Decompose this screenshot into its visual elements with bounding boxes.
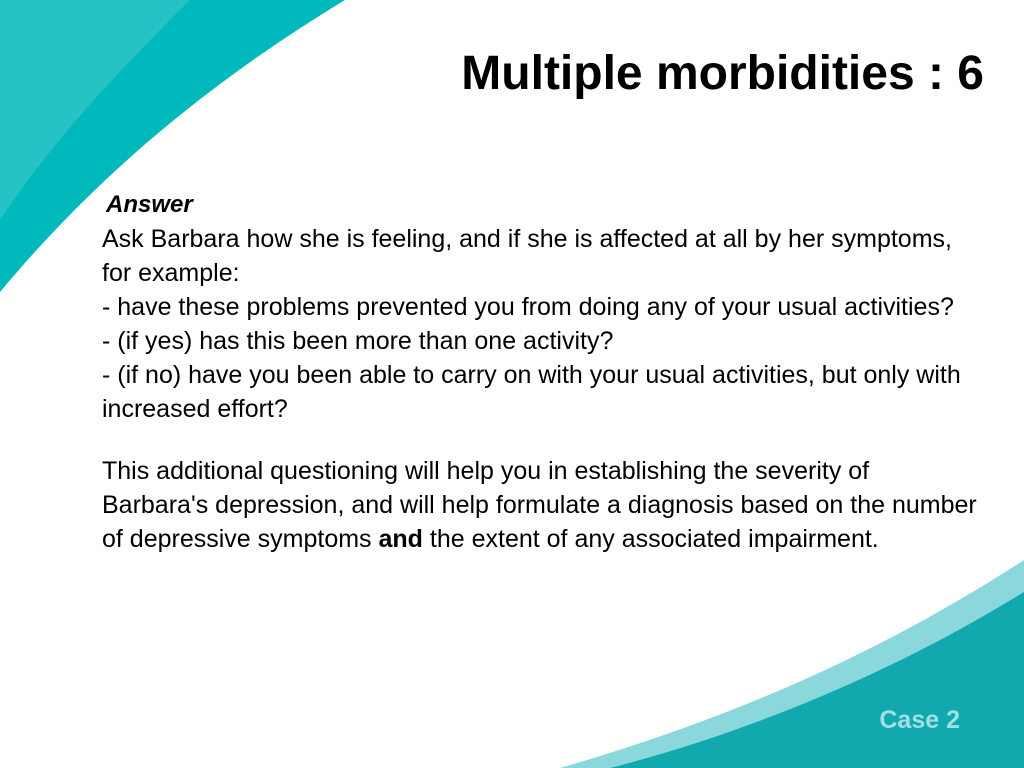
summary-paragraph xyxy=(102,454,982,556)
body-line: - (if yes) has this been more than one activity? xyxy=(102,327,614,355)
slide-title: Multiple morbidities : 6 xyxy=(461,47,984,100)
body-line: - (if no) have you been able to carry on with your usual activities, but only with increased effort? xyxy=(102,361,961,423)
case-label: Case 2 xyxy=(879,706,960,734)
body-line: - have these problems prevented you from doing any of your usual activities? xyxy=(102,293,954,321)
slide-body xyxy=(102,188,982,556)
summary-text-start: This additional questioning will help you in establishing the severity of Barbara's depression, and will help formulate a diagnosis based on the number of depressive symptoms xyxy=(102,457,977,553)
summary-bold-word: and xyxy=(378,525,423,553)
summary-text-end: the extent of any associated impairment. xyxy=(422,525,879,553)
answer-label: Answer xyxy=(106,191,193,218)
body-line: Ask Barbara how she is feeling, and if she is affected at all by her symptoms, for example: xyxy=(102,225,952,287)
